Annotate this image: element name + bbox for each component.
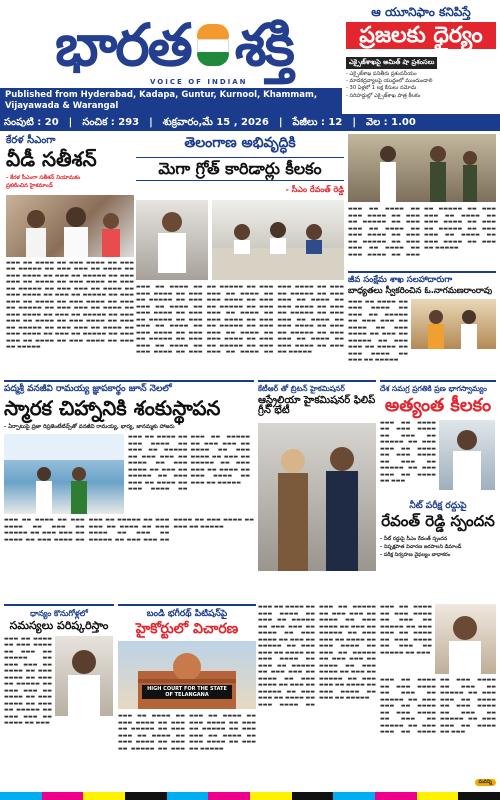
padma-body-bottom: ▬▬▬ ▬▬ ▬▬▬▬ ▬▬ ▬▬▬ ▬▬▬▬ ▬▬ ▬▬▬ ▬▬ ▬▬▬▬▬ ▬▬ ▬▬▬ ▬▬▬ ▬▬ ▬▬▬▬ ▬▬ ▬▬▬ ▬▬▬▬ ▬▬ ▬▬▬ ▬▬ ▬▬▬▬▬ ▬▬ ▬▬▬ ▬▬▬ ▬▬ ▬▬▬▬ ▬▬ ▬▬▬ ▬▬▬▬ ▬▬ ▬▬▬ ▬▬ ▬▬▬▬▬ ▬▬ ▬▬▬ ▬▬▬ ▬▬ ▬▬▬▬ ▬▬ ▬▬▬ ▬▬▬▬ ▬▬ ▬▬▬ ▬▬ ▬▬▬▬▬: [4, 517, 254, 543]
top-right-kicker: ఆ యూనిఫాం కనిపిస్తే: [371, 5, 471, 19]
more-link[interactable]: మరిన్ని: [475, 779, 496, 786]
court-photo: [118, 641, 256, 709]
kerala-photo: [6, 195, 134, 257]
lead-body-text: ▬▬▬ ▬▬ ▬▬▬▬ ▬▬ ▬▬▬ ▬▬▬▬ ▬▬ ▬▬▬ ▬▬ ▬▬▬▬▬ ▬▬ ▬▬▬ ▬▬▬ ▬▬ ▬▬▬▬ ▬▬ ▬▬▬ ▬▬▬▬ ▬▬ ▬▬▬ ▬▬ ▬▬▬▬▬ ▬▬ ▬▬▬ ▬▬▬ ▬▬ ▬▬▬▬ ▬▬ ▬▬▬ ▬▬▬▬ ▬▬ ▬▬▬ ▬▬ ▬▬▬▬▬ ▬▬ ▬▬▬ ▬▬▬ ▬▬ ▬▬▬▬ ▬▬ ▬▬▬ ▬▬▬▬ ▬▬ ▬▬▬ ▬▬ ▬▬▬▬▬ ▬▬ ▬▬▬ ▬▬▬ ▬▬ ▬▬▬▬ ▬▬ ▬▬▬ ▬▬▬▬ ▬▬ ▬▬▬ ▬▬ ▬▬▬▬▬ ▬▬ ▬▬▬ ▬▬▬ ▬▬ ▬▬▬▬ ▬▬ ▬▬▬ ▬▬▬▬ ▬▬ ▬▬▬ ▬▬ ▬▬▬▬▬ ▬▬ ▬▬▬ ▬▬▬ ▬▬ ▬▬▬▬ ▬▬ ▬▬▬ ▬▬▬▬ ▬▬ ▬▬▬ ▬▬ ▬▬▬▬▬ ▬▬ ▬▬▬ ▬▬▬ ▬▬ ▬▬▬▬ ▬▬ ▬▬▬ ▬▬▬▬ ▬▬ ▬▬▬ ▬▬ ▬▬▬▬▬ ▬▬ ▬▬▬ ▬▬▬ ▬▬ ▬▬▬▬ ▬▬ ▬▬▬ ▬▬▬▬ ▬▬ ▬▬▬ ▬▬ ▬▬▬▬▬ ▬▬ ▬▬▬ ▬▬▬ ▬▬ ▬▬▬▬ ▬▬ ▬▬▬ ▬▬▬▬ ▬▬ ▬▬▬ ▬▬ ▬▬▬▬▬ ▬▬ ▬▬▬ ▬▬▬ ▬▬ ▬▬▬▬ ▬▬ ▬▬▬ ▬▬▬▬ ▬▬ ▬▬▬ ▬▬ ▬▬▬▬▬: [136, 284, 344, 356]
published-line: Published from Hyderabad, Kadapa, Guntur, Kurnool, Khammam, Vijayawada & Warangal: [0, 88, 342, 114]
meeting-portrait-photo-icon: [258, 423, 376, 571]
neet-kicker: నీట్ పరీక్ష రద్దుపై: [409, 501, 467, 511]
kerala-sub1: - కేరళ సీఎంగా సతీశన్ నియామకం: [6, 174, 81, 181]
jeeva-headline: బాధ్యతలు స్వీకరించిన ఓ.నాగమణరాంరావు: [348, 285, 493, 296]
padma-body-right: ▬▬▬ ▬▬ ▬▬▬▬ ▬▬ ▬▬▬ ▬▬▬▬ ▬▬ ▬▬▬ ▬▬ ▬▬▬▬▬ ▬▬ ▬▬▬ ▬▬▬ ▬▬ ▬▬▬▬ ▬▬ ▬▬▬ ▬▬▬▬ ▬▬ ▬▬▬ ▬▬ ▬▬▬▬▬ ▬▬ ▬▬▬ ▬▬▬ ▬▬ ▬▬▬▬ ▬▬ ▬▬▬ ▬▬▬▬ ▬▬ ▬▬▬ ▬▬ ▬▬▬▬▬ ▬▬ ▬▬▬ ▬▬▬ ▬▬ ▬▬▬▬ ▬▬ ▬▬▬ ▬▬▬▬ ▬▬ ▬▬▬ ▬▬ ▬▬▬▬▬ ▬▬ ▬▬▬ ▬▬▬ ▬▬ ▬▬▬▬ ▬▬ ▬▬▬ ▬▬▬▬ ▬▬ ▬▬▬ ▬▬ ▬▬▬▬▬: [128, 434, 250, 493]
ktr-body-text: ▬▬▬ ▬▬ ▬▬▬▬ ▬▬ ▬▬▬ ▬▬▬▬ ▬▬ ▬▬▬ ▬▬ ▬▬▬▬▬ ▬▬ ▬▬▬ ▬▬▬ ▬▬ ▬▬▬▬ ▬▬ ▬▬▬ ▬▬▬▬ ▬▬ ▬▬▬ ▬▬ ▬▬▬▬▬ ▬▬ ▬▬▬ ▬▬▬ ▬▬ ▬▬▬▬ ▬▬ ▬▬▬ ▬▬▬▬ ▬▬ ▬▬▬ ▬▬ ▬▬▬▬▬ ▬▬ ▬▬▬ ▬▬▬ ▬▬ ▬▬▬▬ ▬▬ ▬▬▬ ▬▬▬▬ ▬▬ ▬▬▬ ▬▬ ▬▬▬▬▬ ▬▬ ▬▬▬ ▬▬▬ ▬▬ ▬▬▬▬ ▬▬ ▬▬▬ ▬▬▬▬ ▬▬ ▬▬▬ ▬▬ ▬▬▬▬▬ ▬▬ ▬▬▬ ▬▬▬ ▬▬ ▬▬▬▬ ▬▬ ▬▬▬ ▬▬▬▬ ▬▬ ▬▬▬ ▬▬ ▬▬▬▬▬ ▬▬ ▬▬▬ ▬▬▬ ▬▬ ▬▬▬▬ ▬▬ ▬▬▬ ▬▬▬▬ ▬▬ ▬▬▬ ▬▬ ▬▬▬▬▬ ▬▬ ▬▬▬ ▬▬▬ ▬▬ ▬▬▬▬ ▬▬ ▬▬▬ ▬▬▬▬ ▬▬ ▬▬▬ ▬▬ ▬▬▬▬▬ ▬▬ ▬▬▬ ▬▬▬ ▬▬ ▬▬▬▬ ▬▬ ▬▬▬ ▬▬▬▬ ▬▬ ▬▬▬ ▬▬ ▬▬▬▬▬: [258, 604, 376, 708]
felicitation-photo-icon: [411, 299, 496, 349]
kerala-story[interactable]: [6, 136, 134, 376]
india-map-flag-icon: [193, 22, 233, 68]
jeeva-photo: [411, 299, 496, 349]
grain-kicker: ధాన్యం కొనుగోళ్లలో: [30, 609, 88, 618]
neet-body-text: ▬▬▬ ▬▬ ▬▬▬▬ ▬▬ ▬▬▬ ▬▬▬▬ ▬▬ ▬▬▬ ▬▬ ▬▬▬▬▬ ▬▬ ▬▬▬ ▬▬▬ ▬▬ ▬▬▬▬ ▬▬ ▬▬▬ ▬▬▬▬ ▬▬ ▬▬▬ ▬▬ ▬▬▬▬▬ ▬▬ ▬▬▬: [380, 604, 432, 656]
lead-kicker: తెలంగాణ అభివృద్ధికి: [184, 135, 296, 151]
grain-headline: సమస్యలు పరిష్కరిస్తాం: [9, 619, 109, 633]
ktr-headline: ఆస్ట్రేలియా హైకమిషనర్ ఫిలిప్ గ్రీన్ భేటీ: [258, 394, 376, 417]
conference-photo-icon: [212, 200, 344, 280]
vp-kicker: దేశ సమగ్ర ప్రగతికి ప్రణ భాగస్వామ్యం: [380, 384, 487, 393]
lead-headline: మెగా గ్రోత్ కారిడార్లు కీలకం: [136, 157, 344, 182]
court-story[interactable]: [118, 604, 256, 794]
top-right-story[interactable]: [346, 6, 496, 110]
top-right-sublabel: ఎక్సైజ్‌శాఖపై అమిత్ షా ప్రశంసలు: [346, 57, 437, 69]
top-right-headline: ప్రజలకు ధైర్యం: [346, 22, 496, 49]
right-column-story[interactable]: [348, 134, 496, 376]
banner-event-photo-icon: [4, 434, 124, 514]
lead-photo-large: [212, 200, 344, 280]
kerala-sub2: ప్రకటించిన హైకమాండ్: [6, 182, 53, 189]
minister-photo-icon: [55, 636, 113, 716]
jeeva-story[interactable]: [348, 271, 496, 377]
padma-sub: - ఏర్పాటుపై ప్రజా రిప్రజెంటేటివ్స్‌తో వనజీవి రామయ్య, భార్య, జానమ్మకు హాజరు: [4, 424, 175, 431]
meeting-photo-icon: [136, 200, 208, 280]
ktr-kicker: కేటీఆర్ తో బ్రిటన్ హైకమిషనర్: [258, 384, 345, 393]
pages: పేజీలు : 12: [292, 116, 343, 128]
date: శుక్రవారం,మే 15 , 2026: [162, 116, 269, 128]
kerala-kicker: కేరళ సీఎంగా: [6, 135, 56, 146]
top-right-bullet: - మాదకద్రవ్యాలపై యుద్ధంలో ముందుండాలి: [346, 77, 433, 84]
grain-body-text: ▬▬▬ ▬▬ ▬▬▬▬ ▬▬ ▬▬▬ ▬▬▬▬ ▬▬ ▬▬▬ ▬▬ ▬▬▬▬▬ ▬▬ ▬▬▬ ▬▬▬ ▬▬ ▬▬▬▬ ▬▬ ▬▬▬ ▬▬▬▬ ▬▬ ▬▬▬ ▬▬ ▬▬▬▬▬ ▬▬ ▬▬▬ ▬▬▬ ▬▬ ▬▬▬▬ ▬▬ ▬▬▬ ▬▬▬▬ ▬▬ ▬▬▬ ▬▬ ▬▬▬▬▬ ▬▬ ▬▬▬ ▬▬▬ ▬▬ ▬▬▬▬ ▬▬ ▬▬▬: [4, 635, 52, 727]
jeeva-kicker: జీవ సంక్షేమ శాఖ సలహాదారుగా: [348, 275, 453, 285]
color-registration-strip: [0, 792, 500, 800]
issue-info-bar: సంపుటి : 20 | సంచిక : 293 | శుక్రవారం,మే 15 , 2026 | పేజీలు : 12 | వెల : 1.00: [0, 114, 500, 131]
neet-body: [380, 604, 496, 786]
kerala-headline: వీడీ సతీశన్: [6, 146, 97, 171]
logo-text-left: భారత: [55, 11, 191, 79]
crowd-photo-icon: [6, 195, 134, 257]
volume: సంపుటి : 20: [4, 116, 59, 128]
neet-body-text-2: ▬▬▬ ▬▬ ▬▬▬▬ ▬▬ ▬▬▬ ▬▬▬▬ ▬▬ ▬▬▬ ▬▬ ▬▬▬▬▬ ▬▬ ▬▬▬ ▬▬▬ ▬▬ ▬▬▬▬ ▬▬ ▬▬▬ ▬▬▬▬ ▬▬ ▬▬▬ ▬▬ ▬▬▬▬▬ ▬▬ ▬▬▬ ▬▬▬ ▬▬ ▬▬▬▬ ▬▬ ▬▬▬ ▬▬▬▬ ▬▬ ▬▬▬ ▬▬ ▬▬▬▬▬ ▬▬ ▬▬▬ ▬▬▬ ▬▬ ▬▬▬▬ ▬▬ ▬▬▬ ▬▬▬▬ ▬▬ ▬▬▬ ▬▬ ▬▬▬▬▬ ▬▬ ▬▬▬ ▬▬▬ ▬▬ ▬▬▬▬ ▬▬ ▬▬▬: [380, 677, 496, 735]
padma-photo: [4, 434, 124, 514]
court-kicker: బండి భగీరథ్ పిటిషన్‌పై: [146, 609, 228, 619]
right-top-photo: [348, 134, 496, 202]
masthead-logo: [6, 6, 342, 84]
logo-text-right: శక్తి: [234, 11, 293, 79]
vp-story[interactable]: [380, 380, 496, 500]
court-headline: హైకోర్టులో విచారణ: [135, 621, 239, 638]
speaker-photo-icon: [439, 420, 495, 490]
neet-bullet: - నీట్ రద్దుపై సీఎం రేవంత్ స్పందన: [380, 536, 448, 543]
vp-headline: అత్యంత కీలకం: [384, 394, 492, 416]
lead-byline: - సీఎం రేవంత్ రెడ్డి: [285, 185, 344, 195]
padma-story[interactable]: [4, 380, 254, 600]
neet-headline: రేవంత్ రెడ్డి స్పందన: [381, 512, 495, 531]
issue: సంచిక : 293: [82, 116, 140, 128]
chief-minister-photo-icon: [435, 604, 496, 674]
padma-headline: స్మారక చిహ్నానికి శంకుస్థాపన: [4, 396, 221, 421]
ktr-story[interactable]: [258, 380, 376, 600]
vp-photo: [439, 420, 495, 490]
price: వెల : 1.00: [366, 116, 416, 128]
tagline: VOICE OF INDIAN: [150, 78, 248, 86]
officers-photo-icon: [348, 134, 496, 202]
lead-photo-small: [136, 200, 208, 280]
jeeva-body-text: ▬▬▬ ▬▬ ▬▬▬▬ ▬▬ ▬▬▬ ▬▬▬▬ ▬▬ ▬▬▬ ▬▬ ▬▬▬▬▬ ▬▬ ▬▬▬ ▬▬▬ ▬▬ ▬▬▬▬ ▬▬ ▬▬▬ ▬▬▬▬ ▬▬ ▬▬▬ ▬▬ ▬▬▬▬▬ ▬▬ ▬▬▬ ▬▬▬ ▬▬ ▬▬▬▬ ▬▬ ▬▬▬ ▬▬▬▬ ▬▬ ▬▬▬ ▬▬ ▬▬▬▬▬: [348, 298, 408, 364]
ktr-photo: [258, 423, 376, 571]
court-body-text: ▬▬▬ ▬▬ ▬▬▬▬ ▬▬ ▬▬▬ ▬▬▬▬ ▬▬ ▬▬▬ ▬▬ ▬▬▬▬▬ ▬▬ ▬▬▬ ▬▬▬ ▬▬ ▬▬▬▬ ▬▬ ▬▬▬ ▬▬▬▬ ▬▬ ▬▬▬ ▬▬ ▬▬▬▬▬ ▬▬ ▬▬▬ ▬▬▬ ▬▬ ▬▬▬▬ ▬▬ ▬▬▬ ▬▬▬▬ ▬▬ ▬▬▬ ▬▬ ▬▬▬▬▬ ▬▬ ▬▬▬ ▬▬▬ ▬▬ ▬▬▬▬ ▬▬ ▬▬▬ ▬▬▬▬ ▬▬ ▬▬▬ ▬▬ ▬▬▬▬▬: [118, 713, 256, 752]
padma-kicker: పద్మశ్రీ వనజీవి రామయ్య జ్ఞాపకార్థం జూన్ నెలలో: [4, 384, 172, 394]
grain-story[interactable]: [4, 604, 114, 794]
vp-body-text: ▬▬▬ ▬▬ ▬▬▬▬ ▬▬ ▬▬▬ ▬▬▬▬ ▬▬ ▬▬▬ ▬▬ ▬▬▬▬▬ ▬▬ ▬▬▬ ▬▬▬ ▬▬ ▬▬▬▬ ▬▬ ▬▬▬ ▬▬▬▬ ▬▬ ▬▬▬ ▬▬ ▬▬▬▬▬ ▬▬ ▬▬▬ ▬▬▬ ▬▬ ▬▬▬▬ ▬▬ ▬▬▬: [380, 419, 436, 485]
lead-story[interactable]: [136, 136, 344, 376]
neet-bullet: - నిష్పక్షపాత విచారణ జరపాలని డిమాండ్: [380, 544, 462, 551]
grain-photo: [55, 636, 113, 716]
top-right-bullet: - సరిహద్దుల్లో ఎక్సైజ్‌శాఖ పాత్ర కీలకం: [346, 92, 421, 99]
court-photo-caption: HIGH COURT FOR THE STATE OF TELANGANA: [142, 685, 232, 699]
top-right-bullet: - 30 ఏళ్లలో 1 లక్ష కేసులు నమోదు: [346, 85, 417, 92]
neet-photo: [435, 604, 496, 674]
top-right-bullet: - ఎక్సైజ్‌శాఖ పనితీరు ప్రశంసనీయం: [346, 70, 417, 77]
neet-story[interactable]: [380, 502, 496, 600]
right-top-body: ▬▬▬ ▬▬ ▬▬▬▬ ▬▬ ▬▬▬ ▬▬▬▬ ▬▬ ▬▬▬ ▬▬ ▬▬▬▬▬ ▬▬ ▬▬▬ ▬▬▬ ▬▬ ▬▬▬▬ ▬▬ ▬▬▬ ▬▬▬▬ ▬▬ ▬▬▬ ▬▬ ▬▬▬▬▬ ▬▬ ▬▬▬ ▬▬▬ ▬▬ ▬▬▬▬ ▬▬ ▬▬▬ ▬▬▬▬ ▬▬ ▬▬▬ ▬▬ ▬▬▬▬▬ ▬▬ ▬▬▬ ▬▬▬ ▬▬ ▬▬▬▬ ▬▬ ▬▬▬ ▬▬▬▬ ▬▬ ▬▬▬ ▬▬ ▬▬▬▬▬ ▬▬ ▬▬▬ ▬▬▬ ▬▬ ▬▬▬▬ ▬▬ ▬▬▬ ▬▬▬▬ ▬▬ ▬▬▬ ▬▬ ▬▬▬▬▬: [348, 206, 496, 258]
neet-bullet: - పరీక్ష నిర్వహణ వైఫల్యం బాధాకరం: [380, 552, 451, 559]
kerala-body-text: ▬▬▬ ▬▬ ▬▬▬▬ ▬▬ ▬▬▬ ▬▬▬▬ ▬▬ ▬▬▬ ▬▬ ▬▬▬▬▬ ▬▬ ▬▬▬ ▬▬▬ ▬▬ ▬▬▬▬ ▬▬ ▬▬▬ ▬▬▬▬ ▬▬ ▬▬▬ ▬▬ ▬▬▬▬▬ ▬▬ ▬▬▬ ▬▬▬ ▬▬ ▬▬▬▬ ▬▬ ▬▬▬ ▬▬▬▬ ▬▬ ▬▬▬ ▬▬ ▬▬▬▬▬ ▬▬ ▬▬▬ ▬▬▬ ▬▬ ▬▬▬▬ ▬▬ ▬▬▬ ▬▬▬▬ ▬▬ ▬▬▬ ▬▬ ▬▬▬▬▬ ▬▬ ▬▬▬ ▬▬▬ ▬▬ ▬▬▬▬ ▬▬ ▬▬▬ ▬▬▬▬ ▬▬ ▬▬▬ ▬▬ ▬▬▬▬▬ ▬▬ ▬▬▬ ▬▬▬ ▬▬ ▬▬▬▬ ▬▬ ▬▬▬ ▬▬▬▬ ▬▬ ▬▬▬ ▬▬ ▬▬▬▬▬ ▬▬ ▬▬▬ ▬▬▬ ▬▬ ▬▬▬▬ ▬▬ ▬▬▬ ▬▬▬▬ ▬▬ ▬▬▬ ▬▬ ▬▬▬▬▬ ▬▬ ▬▬▬ ▬▬▬ ▬▬ ▬▬▬▬ ▬▬ ▬▬▬ ▬▬▬▬ ▬▬ ▬▬▬ ▬▬ ▬▬▬▬▬ ▬▬ ▬▬▬ ▬▬▬ ▬▬ ▬▬▬▬ ▬▬ ▬▬▬ ▬▬▬▬ ▬▬ ▬▬▬ ▬▬ ▬▬▬▬▬: [6, 259, 134, 350]
